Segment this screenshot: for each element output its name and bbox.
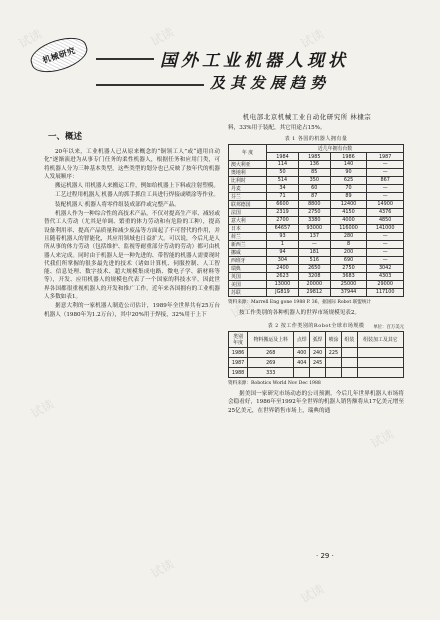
right-column: [228, 124, 404, 415]
table-cell: 71: [267, 192, 299, 200]
table-header-group: 近几年拥有台数: [267, 145, 404, 153]
table-cell: 2400: [267, 264, 299, 272]
title-rule: [96, 84, 204, 86]
table2-caption: 表 2 按工作类别的Robot全球市场规模: [267, 323, 365, 330]
table-cell-country: 西班牙: [229, 256, 267, 264]
watermark: 试读: [148, 24, 177, 49]
table-cell: 114: [267, 160, 299, 168]
table2-units: 单位：百万美元: [373, 325, 404, 331]
table-row: [229, 168, 404, 176]
table-cell: [341, 348, 357, 358]
table-cell: 514: [267, 176, 299, 184]
table-row: [229, 358, 404, 368]
paragraph: 据意大利的一家机器人制造公司估计，1989年全世界共有25万台机器人（1980年为1.2万台），其中20%用于焊接，32%用于上下: [44, 303, 220, 318]
table-cell: 1: [267, 240, 299, 248]
paragraph: 搬运机器人 用机器人来搬运工件，例如给机器上下料或注射塑模。: [55, 183, 219, 190]
author-line: 机电部北京机械工业自动化研究所 林棣宗: [242, 113, 372, 121]
paragraph: 按工作类别的各种机器人的世界市场规模见表2。: [239, 309, 361, 316]
table-cell: 50: [267, 168, 299, 176]
table-cell-country: 新西兰: [229, 240, 267, 248]
table-cell: 140: [330, 160, 367, 168]
table-header: 弧焊: [310, 332, 326, 348]
table-cell: 89: [330, 192, 367, 200]
watermark: 试读: [148, 556, 177, 581]
table-cell: 304: [267, 256, 299, 264]
table-cell-country: 丹麦: [229, 184, 267, 192]
table-cell: [310, 368, 326, 378]
table-row: [229, 256, 404, 264]
table-row: [229, 208, 404, 216]
table1-source: 资料来源：Marrell Eng gone 1988 P. 36，据国际 Robot 联盟统计: [228, 299, 372, 305]
article-title-line2: 及其发展趋势: [210, 74, 331, 92]
watermark: 试读: [78, 186, 107, 211]
table-header: 点焊: [294, 332, 310, 348]
paragraph: 料，33%用于装配，其它用途占15%。: [228, 125, 326, 131]
table-cell: [341, 368, 357, 378]
table-cell-country: 澳大利亚: [229, 160, 267, 168]
table-header: 类别 年度: [229, 332, 248, 348]
table-cell-country: 日本: [229, 224, 267, 232]
watermark: 试读: [28, 396, 57, 421]
table-cell: 350: [298, 176, 330, 184]
watermark: 试读: [368, 426, 397, 451]
table-cell: 404: [294, 358, 310, 368]
title-rule: [96, 58, 154, 60]
paragraph: 据美国一家研究市场动态的公司预测，今后几年世界机器人市场将会稳看好，1986年至1992年全世界的机器人销售额将从17亿美元增至25亿美元，在世界销售市场上，瑞典的通: [228, 391, 404, 414]
table-cell-year: 1988: [229, 368, 248, 378]
table-cell: 4150: [330, 208, 367, 216]
table-cell: 245: [310, 358, 326, 368]
table-cell: 2650: [298, 264, 330, 272]
table-cell: 400: [294, 348, 310, 358]
table-cell-country: 联邦德国: [229, 200, 267, 208]
table-cell: 8: [330, 240, 367, 248]
table1-caption: 表 1 各国的机器人拥有量: [284, 136, 348, 143]
table-cell: 4303: [367, 272, 404, 280]
left-column: [44, 130, 220, 320]
table-cell: [294, 368, 310, 378]
table-cell-country: 美国: [229, 280, 267, 288]
table-cell: 2750: [298, 208, 330, 216]
table-row: [229, 248, 404, 256]
table-row: [229, 232, 404, 240]
table-row: [229, 224, 404, 232]
table-cell-year: 1987: [229, 358, 248, 368]
table-cell: 93000: [298, 224, 330, 232]
table-cell: —: [298, 240, 330, 248]
table-row: [229, 176, 404, 184]
table-cell: —: [367, 248, 404, 256]
table-cell: 4850: [367, 216, 404, 224]
table-cell: 116000: [330, 224, 367, 232]
table-cell: 3042: [367, 264, 404, 272]
table-cell: 181: [298, 248, 330, 256]
table-cell: [341, 358, 357, 368]
table-cell: 516: [298, 256, 330, 264]
table-cell: 690: [330, 256, 367, 264]
table-cell: 29000: [367, 280, 404, 288]
market-size-table: [228, 331, 404, 378]
table-header-year: 1985: [298, 153, 330, 161]
table-cell: 136: [298, 160, 330, 168]
table-cell: 141000: [367, 224, 404, 232]
table-cell-year: 1986: [229, 348, 248, 358]
table-cell: 25000: [330, 280, 367, 288]
table-cell: 2750: [330, 264, 367, 272]
table-cell: —: [367, 232, 404, 240]
table-cell: 13000: [267, 280, 299, 288]
table-cell: —: [367, 256, 404, 264]
paragraph: 机器人作为一种综合性的高技术产品，不仅对提高生产率、减轻或替代工人劳动（尤其是单调、繁重的体力劳动和有危险的工种），提高设备利用率、提高产品质量和减少废品等方面起了不可替代的作用，并且随着机器人的智能化，其应用领域也日益扩大。可以说，今后凡是人所从事的体力劳动（包括维护、监视等耐重部分劳动的劳动）都可由机器人来完成。同时由于机器人是一种先进的、带智能的机器人需要现时代我们所掌握的很多最先进的技术（诸如计算机、伺服控制、人工智能、信息处理、数字技术、超大规模集成电路、微电子学、新材料等等），开发、应用机器人的规模也代表了一个国家的科技水平，因此世界各国都很重视机器人的开发和推广工作。近年来各国拥有的工业机器人多数如表1。: [44, 211, 220, 301]
table-cell: [326, 358, 342, 368]
table-cell-country: 瑞典: [229, 264, 267, 272]
table-cell: 60: [298, 184, 330, 192]
table-header: 物料搬运及上料: [248, 332, 294, 348]
watermark: 试读: [16, 26, 45, 51]
table-cell: 8800: [298, 200, 330, 208]
table-header-year: 1984: [267, 153, 299, 161]
table-cell: [326, 368, 342, 378]
table-cell: 269: [248, 358, 294, 368]
table-cell: —: [367, 192, 404, 200]
table-cell: JG819: [267, 288, 299, 296]
table-header: 组装加工及其它: [357, 332, 403, 348]
table-cell: 3380: [298, 216, 330, 224]
table-cell-country: 法国: [229, 208, 267, 216]
table-cell-country: 芬兰: [229, 192, 267, 200]
table-cell-country: 意大利: [229, 216, 267, 224]
table-cell: 34: [267, 184, 299, 192]
table-cell: 333: [248, 368, 294, 378]
table-cell: 240: [310, 348, 326, 358]
table-row: [229, 184, 404, 192]
table-cell: 29812: [298, 288, 330, 296]
section-heading: 一、概述: [48, 132, 83, 142]
table-cell-country: 英国: [229, 272, 267, 280]
table-row: [229, 280, 404, 288]
table-cell: 87: [298, 192, 330, 200]
table-cell: 280: [330, 232, 367, 240]
table-cell: 2700: [267, 216, 299, 224]
page-number: · 29 ·: [316, 552, 334, 560]
table-cell: 137: [298, 232, 330, 240]
table-cell: 85: [298, 168, 330, 176]
table-row: [229, 264, 404, 272]
watermark: 试读: [228, 296, 257, 321]
table-cell-country: 奥地利: [229, 168, 267, 176]
table-cell: 117100: [367, 288, 404, 296]
table-cell: —: [367, 184, 404, 192]
table-cell: 225: [326, 348, 342, 358]
table-row: [229, 160, 404, 168]
table-row: [229, 288, 404, 296]
table-row: [229, 368, 404, 378]
table-cell: 6600: [267, 200, 299, 208]
table-cell: [357, 368, 403, 378]
table-cell-country: 比利时: [229, 176, 267, 184]
robot-population-table: [228, 144, 404, 297]
table-cell: 93: [267, 232, 299, 240]
table-row: [229, 240, 404, 248]
table-cell: 64657: [267, 224, 299, 232]
table-cell: 2319: [267, 208, 299, 216]
table-cell: 3683: [330, 272, 367, 280]
table-cell: —: [367, 240, 404, 248]
paragraph: 装配机器人 机器人将零件组装成部件或完整产品。: [55, 201, 180, 208]
table-cell: —: [367, 168, 404, 176]
table-cell: [357, 358, 403, 368]
table-cell: 14900: [367, 200, 404, 208]
journal-logo: 机械研究: [27, 32, 91, 78]
table-cell: —: [367, 160, 404, 168]
table-cell: 90: [330, 168, 367, 176]
table-row: [229, 192, 404, 200]
table-row: [229, 272, 404, 280]
table-cell: 4376: [367, 208, 404, 216]
table-cell: 94: [267, 248, 299, 256]
table-cell: 625: [330, 176, 367, 184]
table-cell: 37944: [330, 288, 367, 296]
table-cell: 4000: [330, 216, 367, 224]
table-cell-country: 荷兰: [229, 232, 267, 240]
paragraph: 工艺过程用机器人 机器人的抓手抓住工具进行焊接或喷涂等作业。: [55, 192, 219, 199]
table2-source: 资料来源：Robotics World Nov Dec 1988: [228, 381, 321, 387]
watermark: 试读: [298, 26, 327, 51]
table-row: [229, 200, 404, 208]
paragraph: 20年以来，工业机器人已从原来概念的“铜领工人”或“通用自动化”逐渐演进为从事专门任务的柔性机器人，根据任务和应用门类，可将机器人分为三种基本类型，这些类型的划分也已反映了按年代的机器人发展顺序：: [44, 149, 220, 180]
table-cell: 70: [330, 184, 367, 192]
table-header-year: 1987: [367, 153, 404, 161]
table-cell: 3208: [298, 272, 330, 280]
table-header-year: 1986: [330, 153, 367, 161]
table-cell-country: 挪威: [229, 248, 267, 256]
table-header: 喷涂: [326, 332, 342, 348]
table-row: [229, 348, 404, 358]
article-title-line1: 国外工业机器人现状: [160, 51, 349, 71]
watermark: 试读: [298, 581, 327, 606]
table-row: [229, 216, 404, 224]
table-cell: 268: [248, 348, 294, 358]
table-cell: 867: [367, 176, 404, 184]
table-cell: 200: [330, 248, 367, 256]
table-cell: 2623: [267, 272, 299, 280]
table-cell: 12400: [330, 200, 367, 208]
table-header-country: 年 度: [229, 145, 267, 161]
table-cell: 20000: [298, 280, 330, 288]
table-header: 组装: [341, 332, 357, 348]
table-cell: [357, 348, 403, 358]
table-cell-country: 苏联: [229, 288, 267, 296]
